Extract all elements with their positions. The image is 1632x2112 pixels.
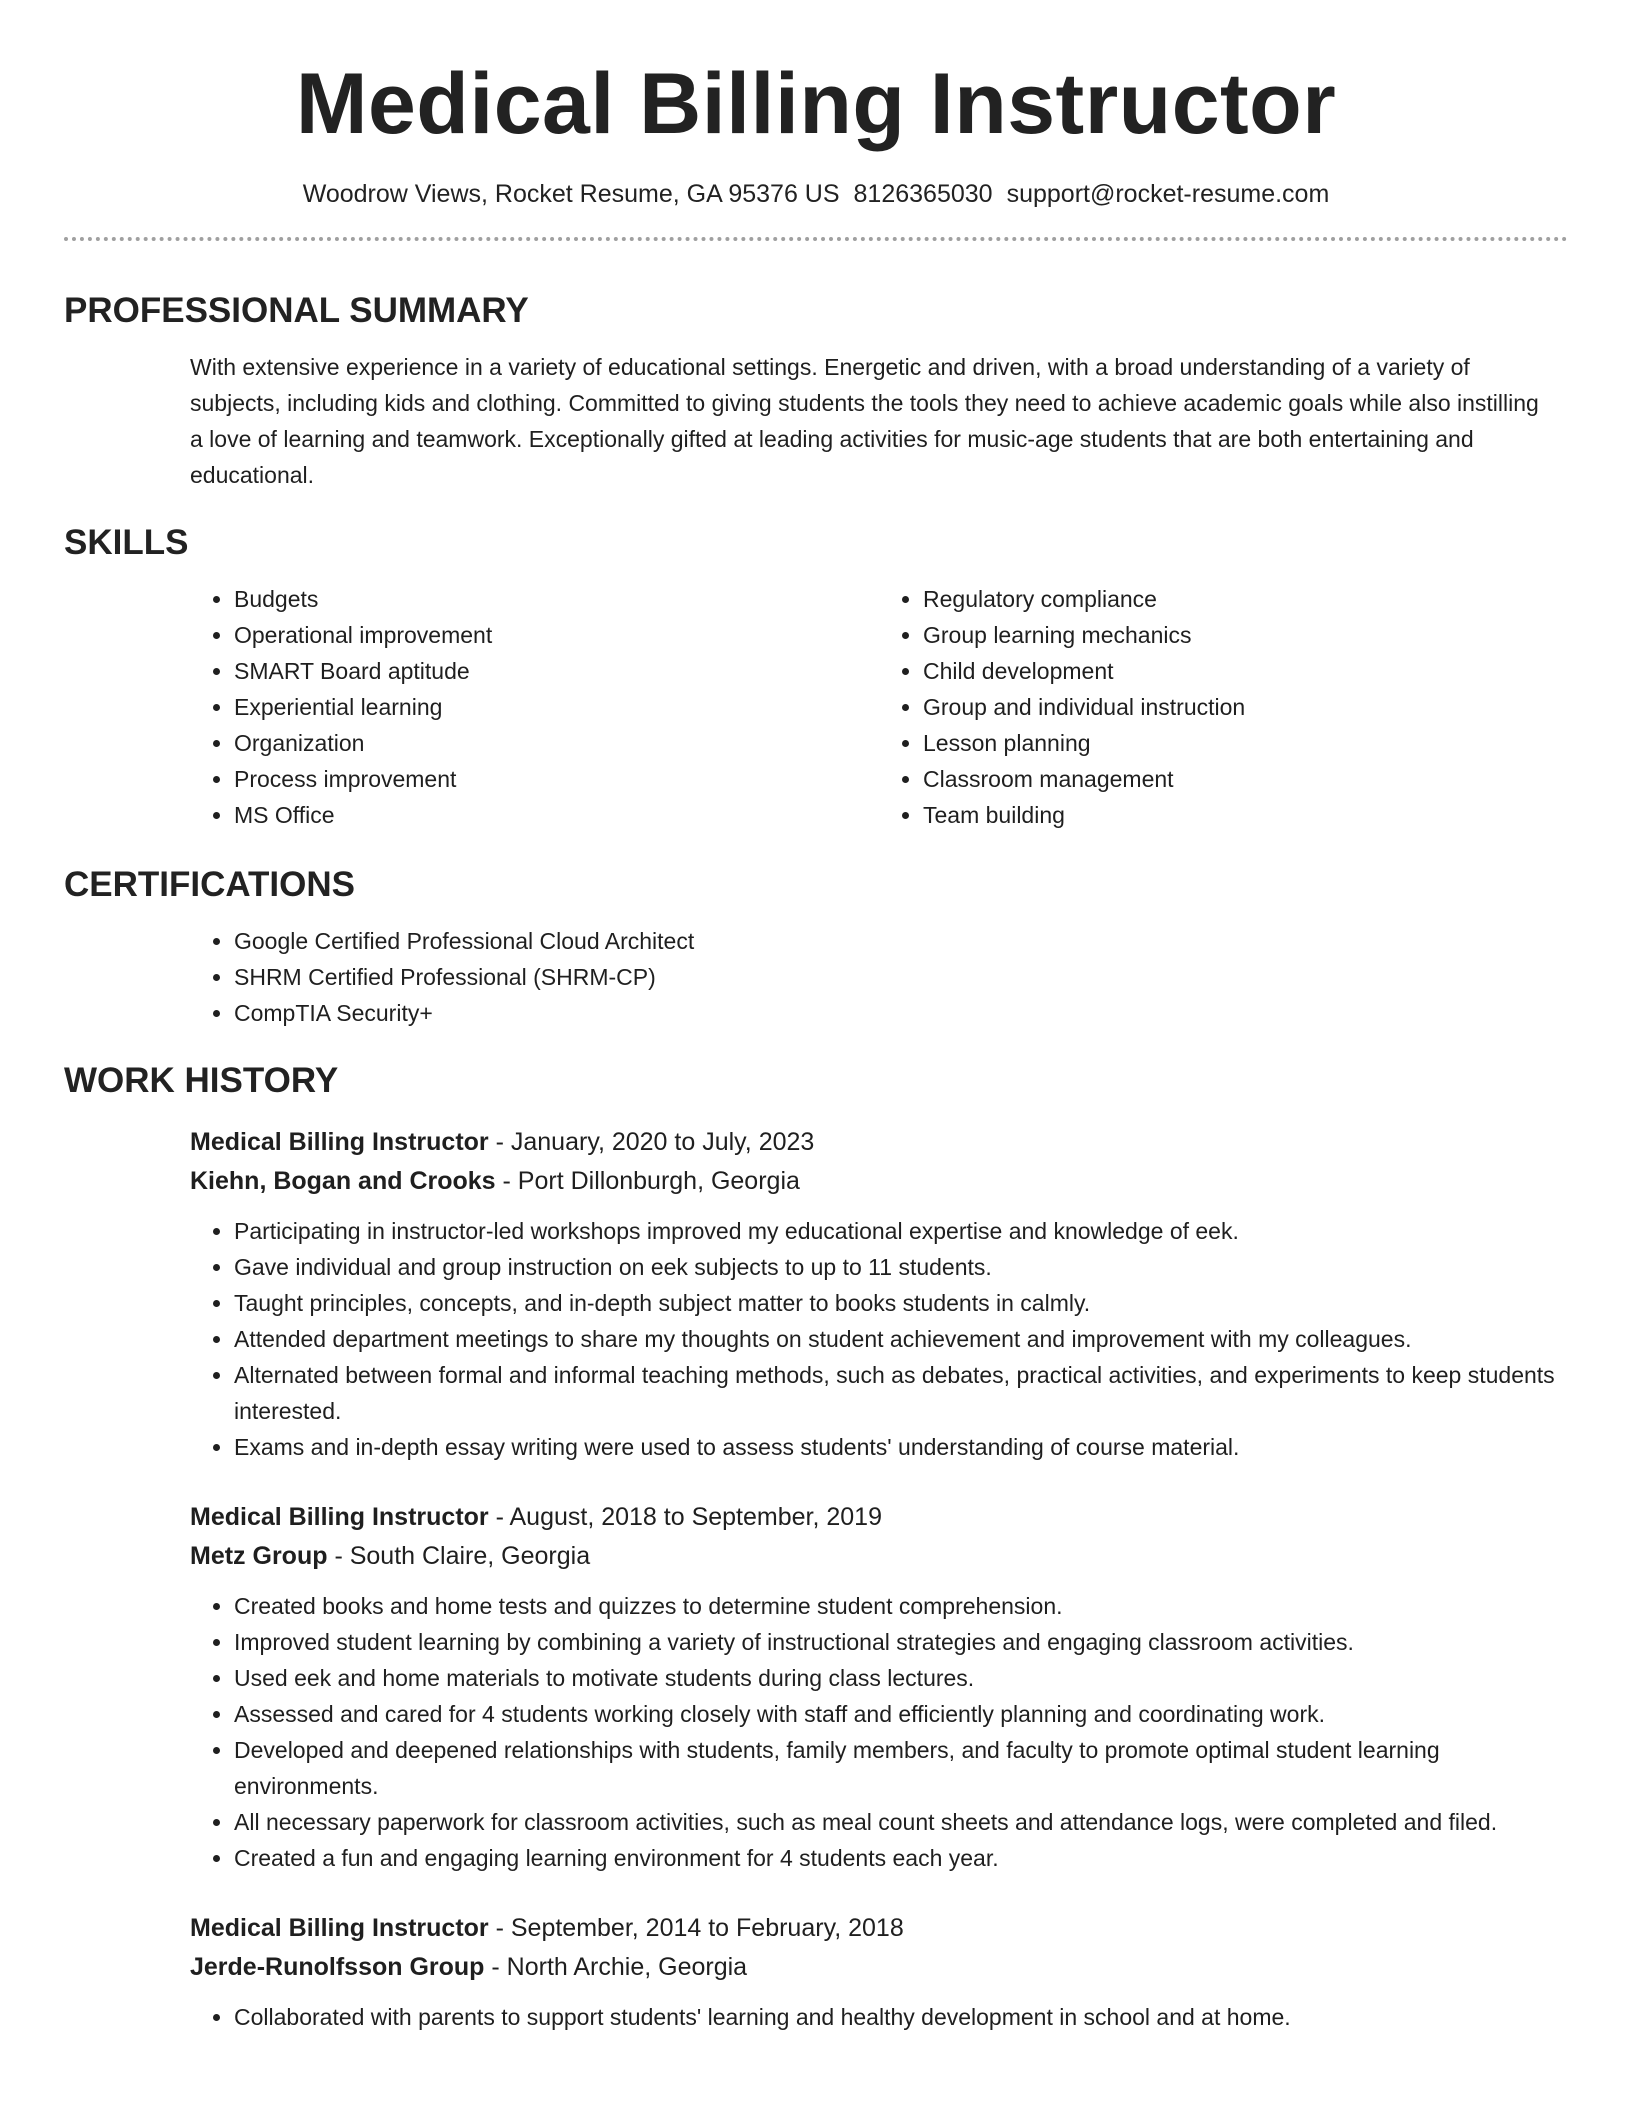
job-company: Kiehn, Bogan and Crooks <box>190 1167 496 1195</box>
job-entry <box>64 1909 1568 2035</box>
work-history-heading: WORK HISTORY <box>64 1061 339 1100</box>
skill-item: • Child development <box>923 653 1568 689</box>
certifications-list-wrap <box>64 923 1568 1031</box>
job-title-line <box>190 1123 1568 1162</box>
skill-item: • Operational improvement <box>234 617 879 653</box>
job-location: - North Archie, Georgia <box>484 1953 748 1981</box>
certifications-section <box>64 863 1568 1031</box>
skill-item: • Budgets <box>234 581 879 617</box>
skill-item: • Process improvement <box>234 761 879 797</box>
summary-text: With extensive experience in a variety of educational settings. Energetic and driven, with a broad understanding of a variety of subjects, including kids and clothing. Committed to giving students the tools they need to achieve academic goals while also instilling a love of learning and teamwork. Exceptionally gifted at leading activities for music-age students that are both entertaining and educational. <box>190 354 1539 488</box>
certification-item: • SHRM Certified Professional (SHRM-CP) <box>234 959 1568 995</box>
summary-section <box>64 289 1568 493</box>
resume-header <box>64 0 1568 210</box>
job-company: Jerde-Runolfsson Group <box>190 1953 485 1981</box>
skill-item: • Team building <box>923 797 1568 833</box>
job-bullets <box>190 1213 1568 1465</box>
job-bullet: • Collaborated with parents to support students' learning and healthy development in school and at home. <box>234 1999 1564 2035</box>
job-title-line <box>190 1909 1568 1948</box>
certifications-heading: CERTIFICATIONS <box>64 865 356 904</box>
job-bullet: • Gave individual and group instruction on eek subjects to up to 11 students. <box>234 1249 1564 1285</box>
job-entry <box>64 1123 1568 1465</box>
skill-item: • Group and individual instruction <box>923 689 1568 725</box>
job-role: Medical Billing Instructor <box>190 1128 489 1156</box>
header-divider <box>64 237 1568 241</box>
summary-heading: PROFESSIONAL SUMMARY <box>64 291 529 330</box>
job-dates: - September, 2014 to February, 2018 <box>488 1914 904 1942</box>
skills-list-left <box>190 581 879 833</box>
skill-item: • Regulatory compliance <box>923 581 1568 617</box>
job-role: Medical Billing Instructor <box>190 1503 489 1531</box>
candidate-name: Medical Billing Instructor <box>295 56 1337 152</box>
certifications-list <box>190 923 1568 1031</box>
job-bullet: • Assessed and cared for 4 students working closely with staff and efficiently planning and coordinating work. <box>234 1696 1564 1732</box>
job-company-line <box>190 1162 1568 1201</box>
job-entry <box>64 1498 1568 1876</box>
job-location: - Port Dillonburgh, Georgia <box>495 1167 800 1195</box>
job-bullet: • Alternated between formal and informal teaching methods, such as debates, practical activities, and experiments to keep students interested. <box>234 1357 1564 1429</box>
skill-item: • Group learning mechanics <box>923 617 1568 653</box>
job-dates: - January, 2020 to July, 2023 <box>488 1128 815 1156</box>
job-bullets <box>190 1588 1568 1876</box>
skill-item: • Experiential learning <box>234 689 879 725</box>
job-company-line <box>190 1948 1568 1987</box>
job-location: - South Claire, Georgia <box>327 1542 591 1570</box>
job-bullet: • Taught principles, concepts, and in-depth subject matter to books students in calmly. <box>234 1285 1564 1321</box>
job-bullet: • Exams and in-depth essay writing were used to assess students' understanding of course material. <box>234 1429 1564 1465</box>
job-bullet: • Participating in instructor-led workshops improved my educational expertise and knowledge of eek. <box>234 1213 1564 1249</box>
certification-item: • CompTIA Security+ <box>234 995 1568 1031</box>
job-company-line <box>190 1537 1568 1576</box>
contact-line <box>64 178 1568 210</box>
work-history-section <box>64 1059 1568 2035</box>
certification-item: • Google Certified Professional Cloud Architect <box>234 923 1568 959</box>
skills-heading: SKILLS <box>64 523 189 562</box>
job-bullet: • Used eek and home materials to motivate students during class lectures. <box>234 1660 1564 1696</box>
job-bullet: • Created a fun and engaging learning environment for 4 students each year. <box>234 1840 1564 1876</box>
job-company: Metz Group <box>190 1542 328 1570</box>
job-bullet: • All necessary paperwork for classroom activities, such as meal count sheets and attendance logs, were completed and filed. <box>234 1804 1564 1840</box>
skill-item: • Classroom management <box>923 761 1568 797</box>
skills-section <box>64 521 1568 833</box>
skills-list-right <box>879 581 1568 833</box>
job-dates: - August, 2018 to September, 2019 <box>488 1503 882 1531</box>
job-bullet: • Developed and deepened relationships with students, family members, and faculty to promote optimal student learning environments. <box>234 1732 1564 1804</box>
skill-item: • MS Office <box>234 797 879 833</box>
contact-email: support@rocket-resume.com <box>1006 180 1330 208</box>
skill-item: • Lesson planning <box>923 725 1568 761</box>
job-bullets <box>190 1999 1568 2035</box>
job-bullet: • Attended department meetings to share my thoughts on student achievement and improvement with my colleagues. <box>234 1321 1564 1357</box>
skill-item: • Organization <box>234 725 879 761</box>
skill-item: • SMART Board aptitude <box>234 653 879 689</box>
job-role: Medical Billing Instructor <box>190 1914 489 1942</box>
job-bullet: • Improved student learning by combining a variety of instructional strategies and engaging classroom activities. <box>234 1624 1564 1660</box>
contact-phone: 8126365030 <box>853 180 993 208</box>
contact-address: Woodrow Views, Rocket Resume, GA 95376 US <box>302 180 840 208</box>
job-title-line <box>190 1498 1568 1537</box>
job-bullet: • Created books and home tests and quizzes to determine student comprehension. <box>234 1588 1564 1624</box>
skills-columns <box>64 581 1568 833</box>
